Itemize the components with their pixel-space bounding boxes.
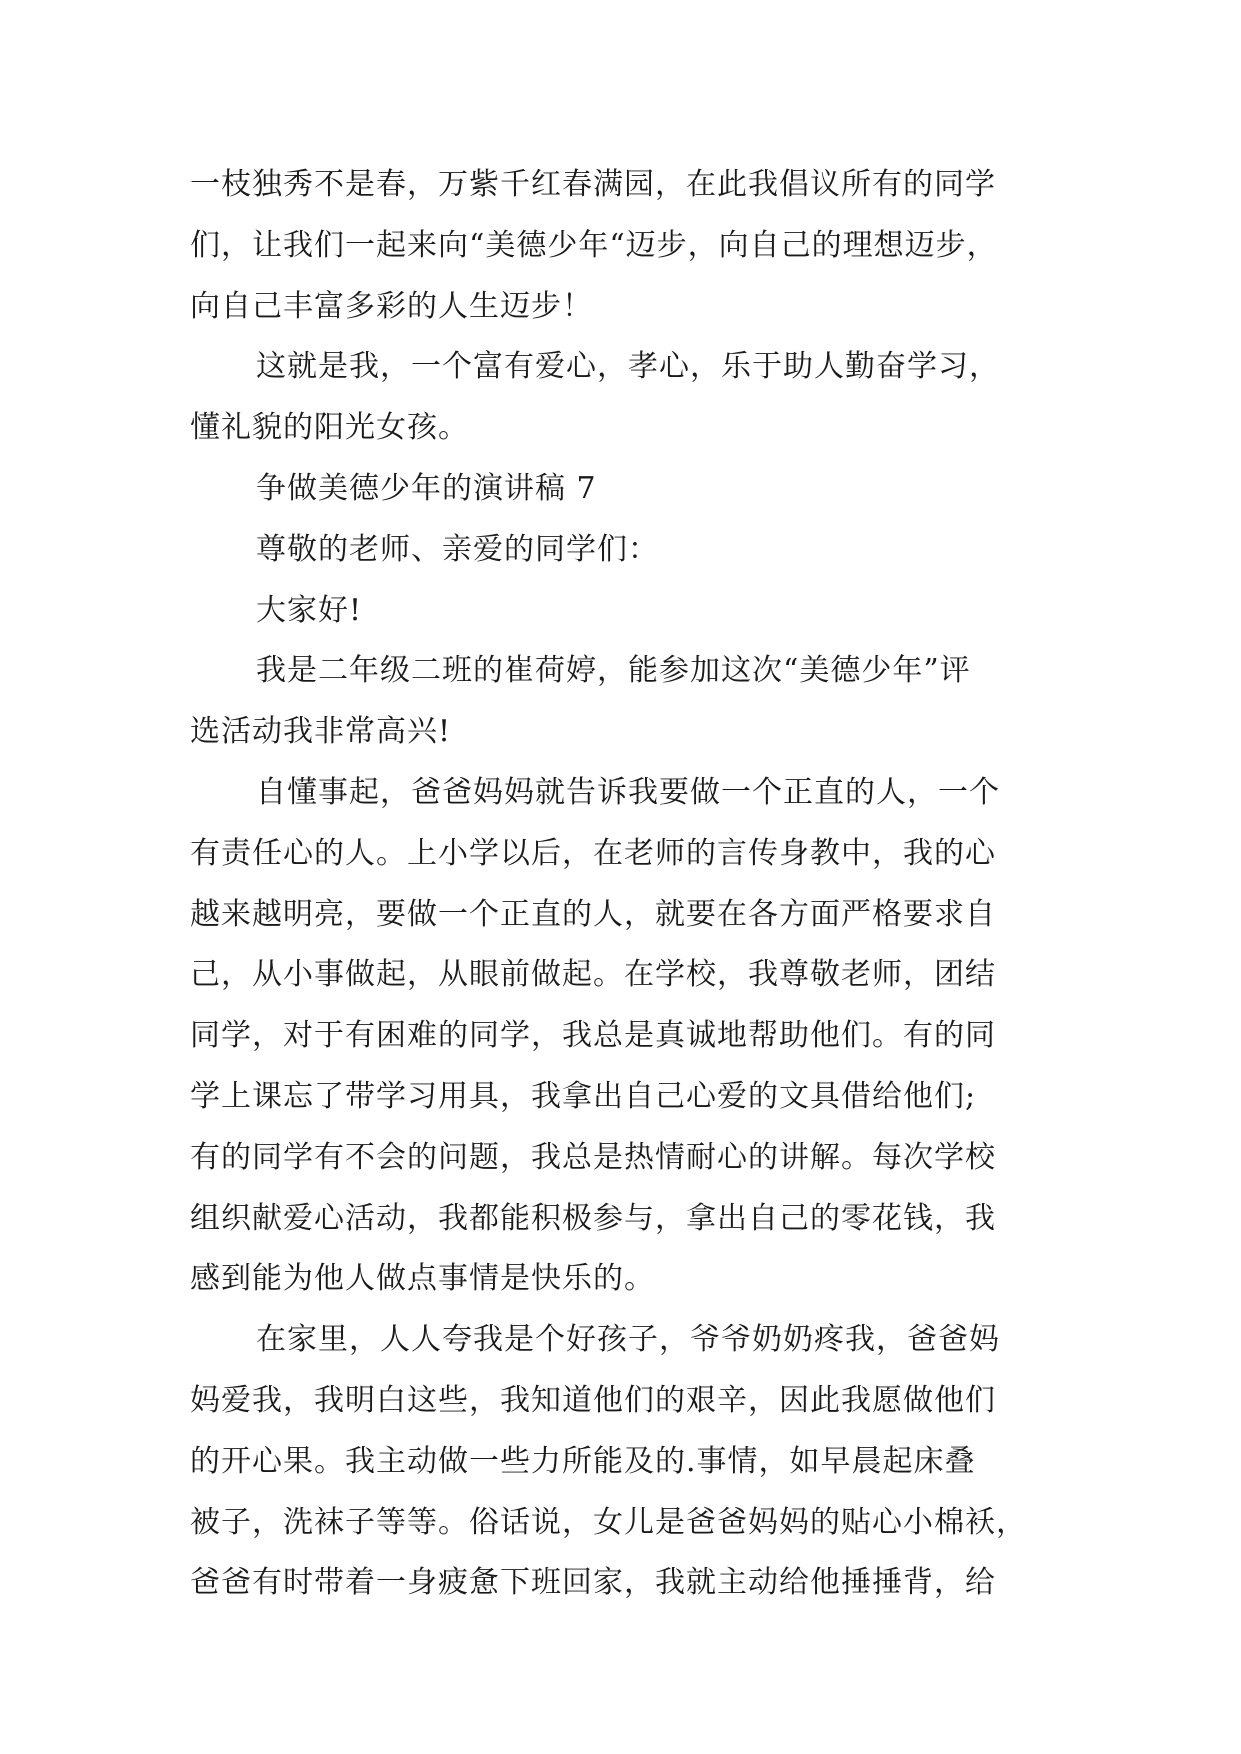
text-line-13: 越来越明亮，要做一个正直的人，就要在各方面严格要求自 — [190, 896, 996, 932]
document-body — [190, 155, 1052, 1614]
text-line-15: 同学，对于有困难的同学，我总是真诚地帮助他们。有的同 — [190, 1018, 996, 1054]
text-line-4: 这就是我，一个富有爱心，孝心，乐于助人勤奋学习， — [256, 349, 1000, 385]
greeting: 大家好! — [256, 592, 363, 628]
text-line-14: 己，从小事做起，从眼前做起。在学校，我尊敬老师，团结 — [190, 957, 996, 993]
text-line-20: 在家里，人人夸我是个好孩子，爷爷奶奶疼我，爸爸妈 — [256, 1322, 1000, 1358]
text-line-22: 的开心果。我主动做一些力所能及的.事情，如早晨起床叠 — [190, 1443, 976, 1479]
text-line-9: 我是二年级二班的崔荷婷，能参加这次“美德少年”评 — [256, 653, 971, 689]
speech-title: 争做美德少年的演讲稿 7 — [256, 470, 597, 506]
text-line-11: 自懂事起，爸爸妈妈就告诉我要做一个正直的人，一个 — [256, 774, 1000, 810]
text-line-2: 们，让我们一起来向“美德少年“迈步，向自己的理想迈步， — [190, 227, 998, 263]
text-line-1: 一枝独秀不是春，万紫千红春满园，在此我倡议所有的同学 — [190, 167, 996, 202]
text-line-19: 感到能为他人做点事情是快乐的。 — [190, 1261, 655, 1297]
salutation: 尊敬的老师、亲爱的同学们： — [256, 531, 659, 567]
text-line-5: 懂礼貌的阳光女孩。 — [190, 410, 469, 446]
text-line-21: 妈爱我，我明白这些，我知道他们的艰辛，因此我愿做他们 — [190, 1382, 996, 1418]
text-line-24: 爸爸有时带着一身疲惫下班回家，我就主动给他捶捶背，给 — [190, 1565, 996, 1601]
text-line-16: 学上课忘了带学习用具，我拿出自己心爱的文具借给他们; — [190, 1078, 977, 1114]
text-line-23: 被子，洗袜子等等。俗话说，女儿是爸爸妈妈的贴心小棉袄， — [190, 1504, 1027, 1540]
text-line-10: 选活动我非常高兴! — [190, 714, 452, 750]
text-line-3: 向自己丰富多彩的人生迈步！ — [190, 288, 593, 324]
text-line-18: 组织献爱心活动，我都能积极参与，拿出自己的零花钱，我 — [190, 1200, 996, 1236]
text-line-12: 有责任心的人。上小学以后，在老师的言传身教中，我的心 — [190, 835, 996, 871]
text-line-17: 有的同学有不会的问题，我总是热情耐心的讲解。每次学校 — [190, 1139, 996, 1175]
